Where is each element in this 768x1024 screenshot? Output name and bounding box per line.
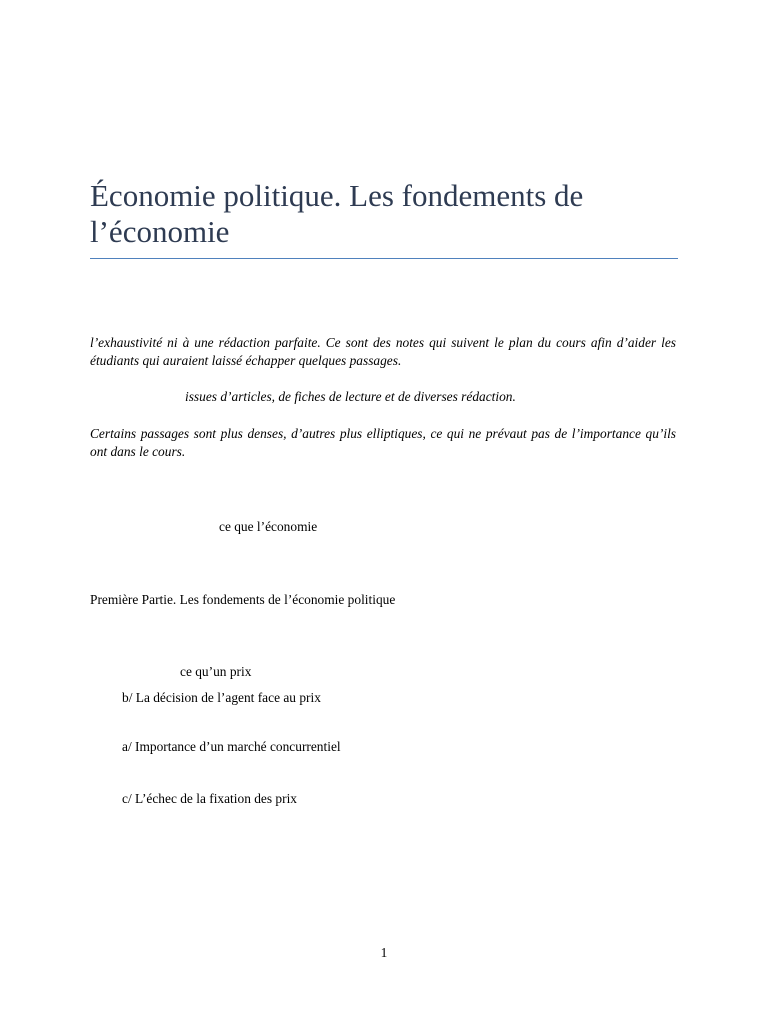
sources-paragraph: issues d’articles, de fiches de lecture et de diverses rédaction.	[185, 389, 516, 404]
page-number: 1	[380, 945, 388, 960]
outline-part-one: Première Partie. Les fondements de l’économie politique	[90, 592, 396, 607]
outline-item-c: c/ L’échec de la fixation des prix	[122, 791, 297, 806]
outline-item-b: b/ La décision de l’agent face au prix	[122, 690, 321, 705]
outline-prix: ce qu’un prix	[180, 664, 252, 679]
document-title: Économie politique. Les fondements de l’économie	[90, 178, 584, 249]
title-underline	[90, 258, 678, 259]
density-paragraph: Certains passages sont plus denses, d’autres plus elliptiques, ce qui ne prévaut pas de l’importance qu’ils ont dans le cours.	[90, 426, 676, 459]
intro-paragraph: l’exhaustivité ni à une rédaction parfaite. Ce sont des notes qui suivent le plan du cours afin d’aider les étudiants qui auraient laissé échapper quelques passages.	[90, 335, 676, 368]
outline-intro: ce que l’économie	[219, 519, 318, 534]
outline-item-a: a/ Importance d’un marché concurrentiel	[122, 739, 341, 754]
